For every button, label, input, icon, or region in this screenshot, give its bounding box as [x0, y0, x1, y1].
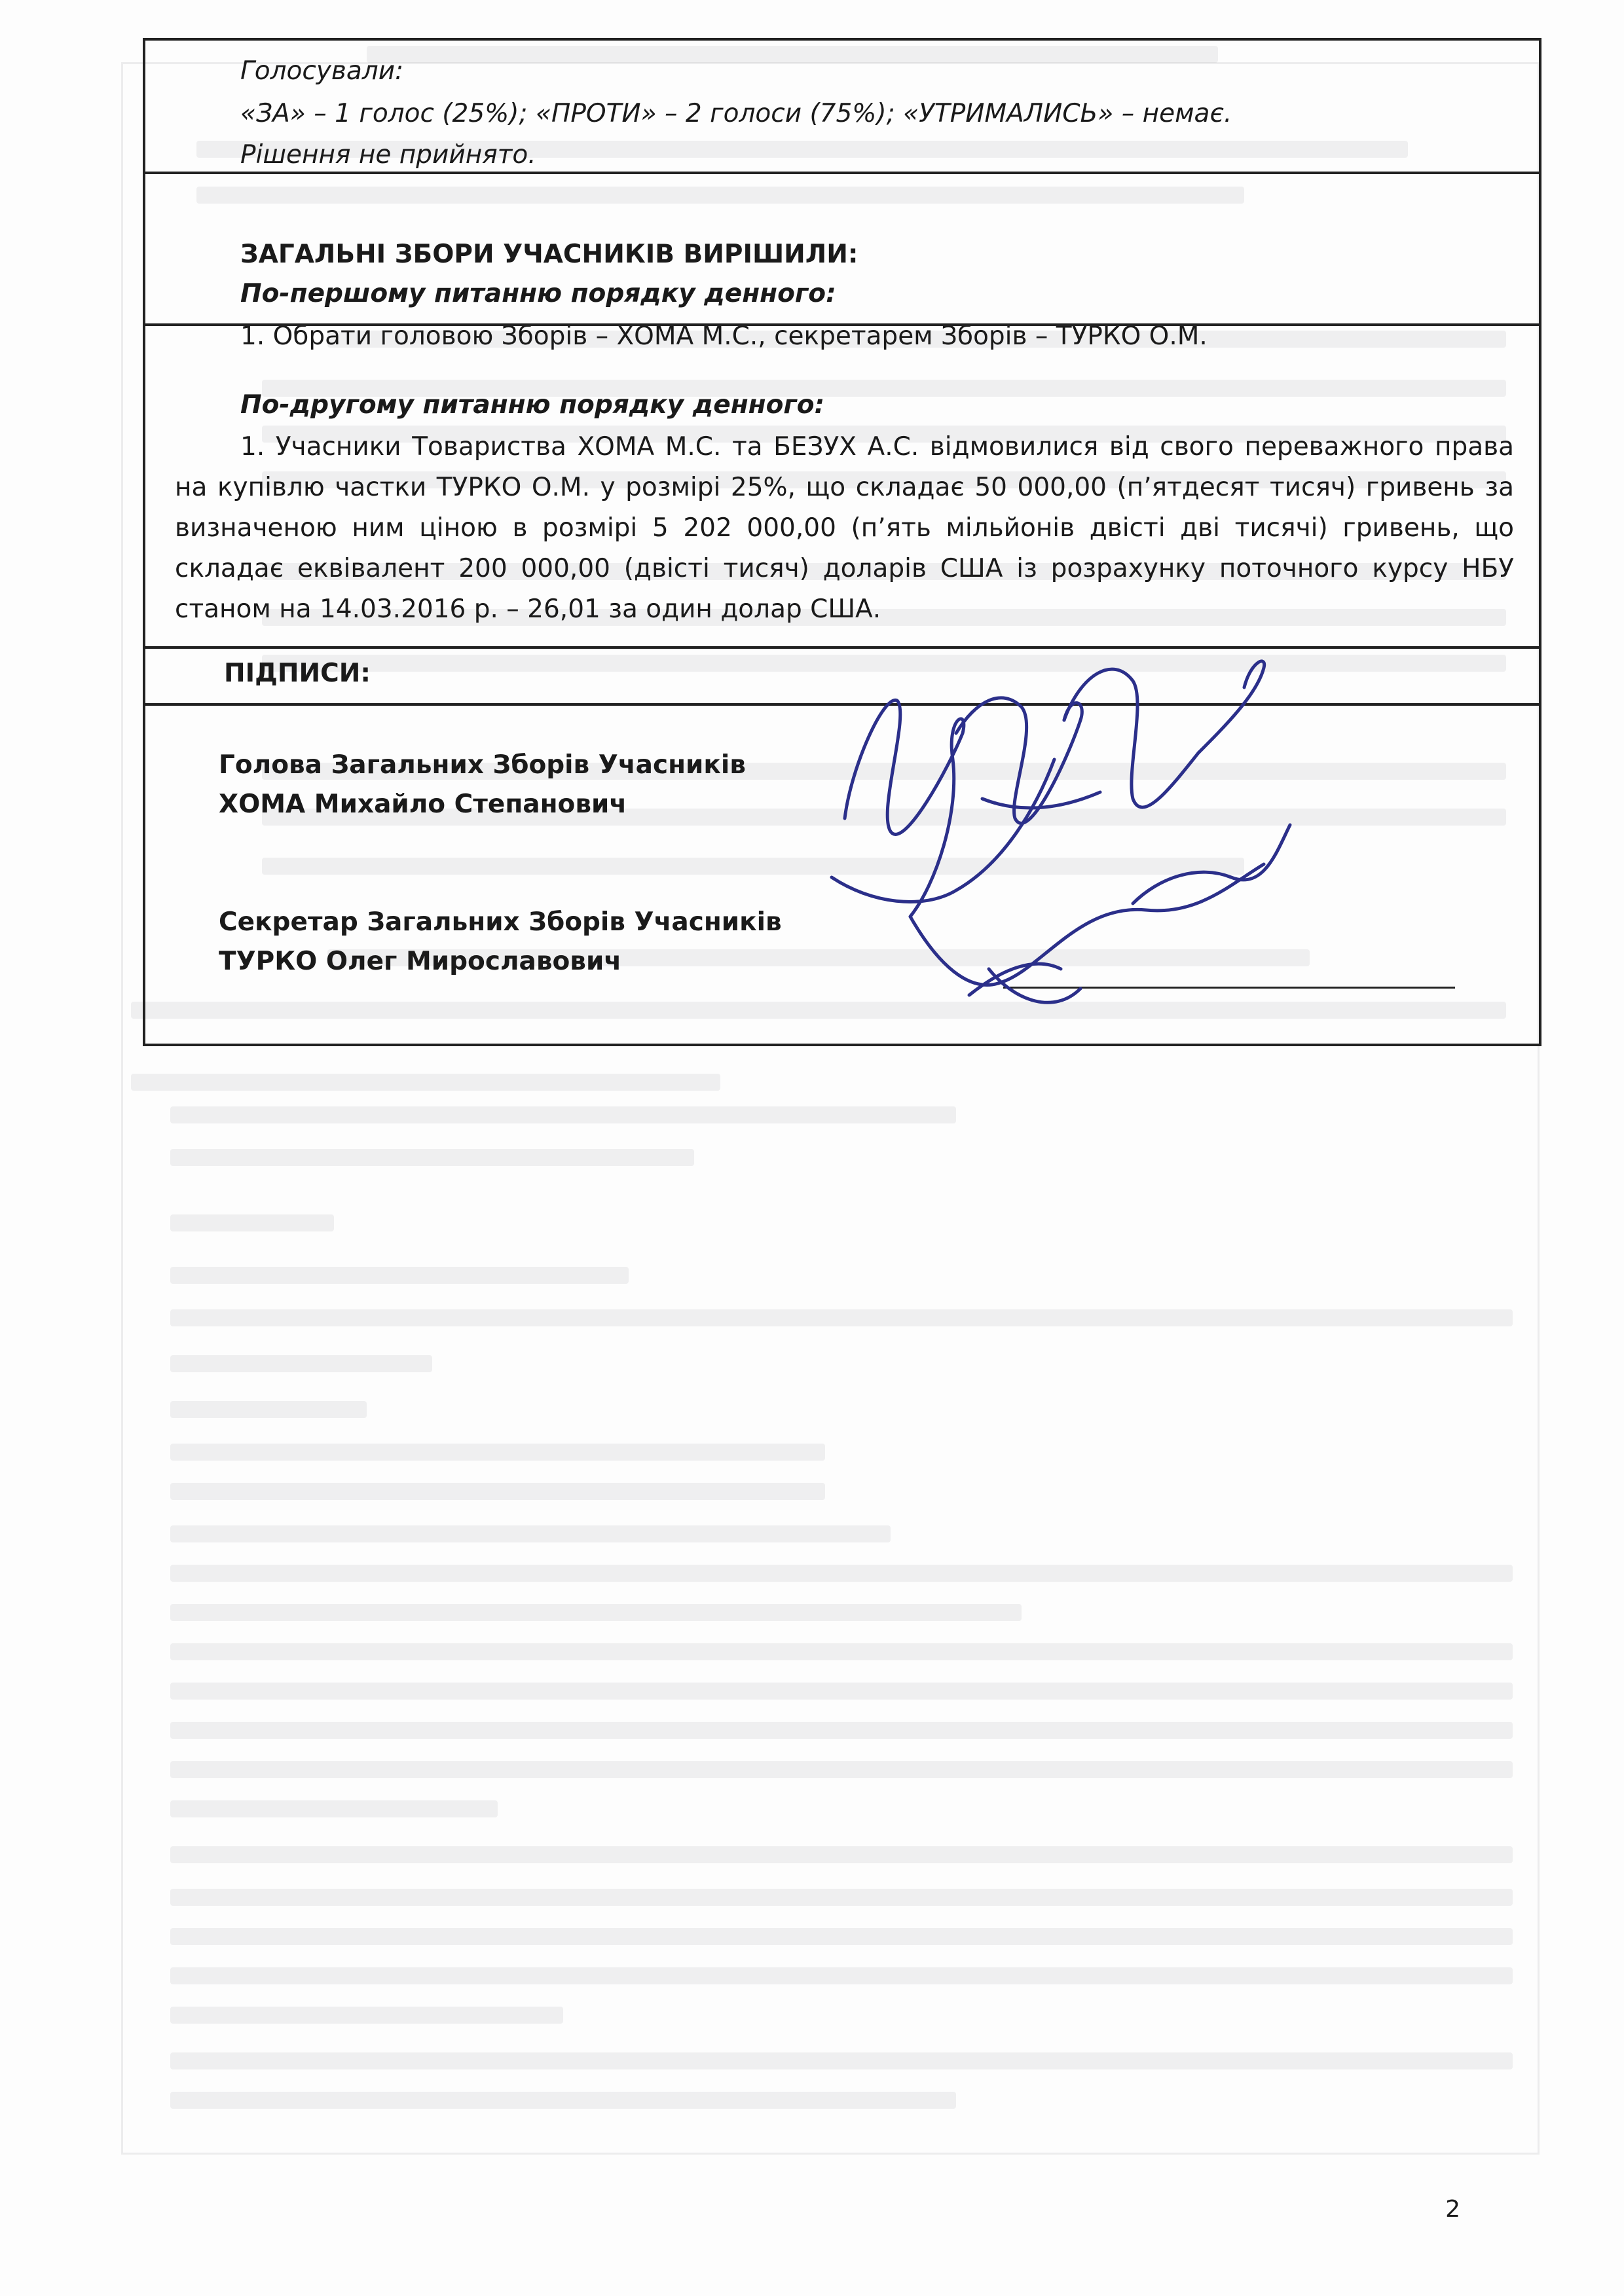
chair-title: Голова Загальних Зборів Учасників: [219, 750, 746, 780]
voting-decision: Рішення не прийнято.: [240, 140, 536, 170]
page-number: 2: [1445, 2196, 1460, 2223]
row-divider: [145, 323, 1539, 326]
item1-heading: По-першому питанню порядку денного:: [240, 279, 836, 308]
voting-heading: Голосували:: [240, 56, 404, 86]
voting-result: «ЗА» – 1 голос (25%); «ПРОТИ» – 2 голоси (75%); «УТРИМАЛИСЬ» – немає.: [240, 99, 1232, 128]
item2-text: 1. Учасники Товариства ХОМА М.С. та БЕЗУХ А.С. відмовилися від свого переважного права на купівлю частки ТУРКО О.М. у розмірі 25%, що складає 50 000,00 (п’ятдесят тисяч) гривень за визначеною ним ціною в розмірі 5 202 000,00 (п’ять мільйонів двісті дві тисячі) гривень, що складає еквівалент 200 000,00 (двісті тисяч) доларів США із розрахунку поточного курсу НБУ станом на 14.03.2016 р. – 26,01 за один долар США.: [175, 432, 1514, 624]
secretary-title: Секретар Загальних Зборів Учасників: [219, 907, 782, 937]
row-divider: [145, 172, 1539, 174]
item2-heading: По-другому питанню порядку денного:: [240, 390, 825, 420]
item1-text: 1. Обрати головою Зборів – ХОМА М.С., секретарем Зборів – ТУРКО О.М.: [240, 321, 1208, 351]
chair-name: ХОМА Михайло Степанович: [219, 790, 627, 819]
signature-scribble: [805, 602, 1297, 1021]
signatures-heading: ПІДПИСИ:: [224, 659, 371, 688]
resolution-heading: ЗАГАЛЬНІ ЗБОРИ УЧАСНИКІВ ВИРІШИЛИ:: [240, 240, 858, 269]
secretary-name: ТУРКО Олег Мирославович: [219, 947, 622, 976]
